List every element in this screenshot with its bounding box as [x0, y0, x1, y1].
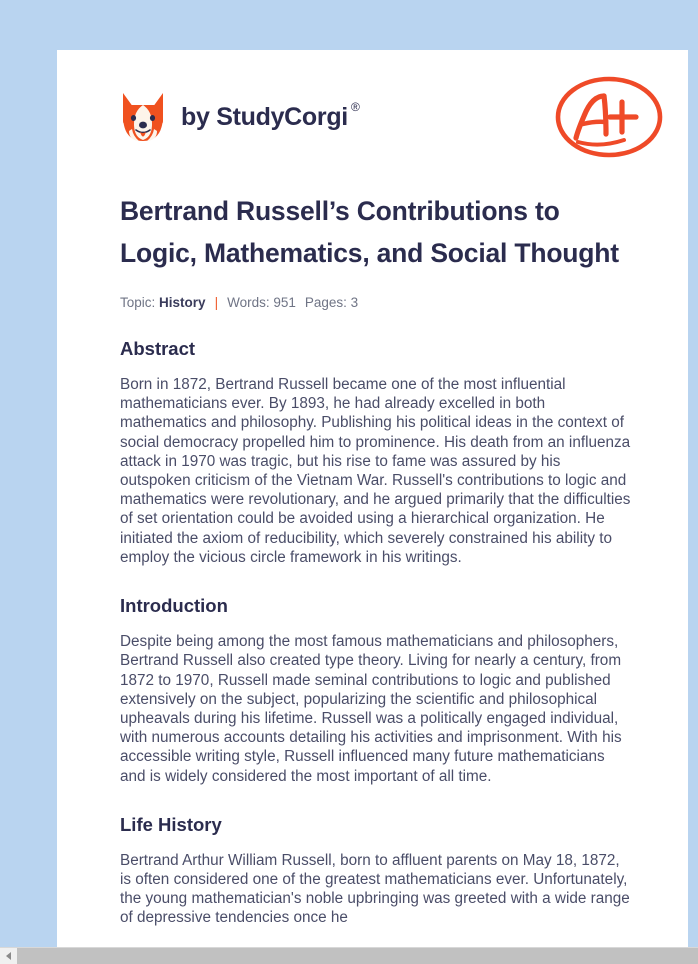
- topic-label: Topic:: [120, 295, 156, 310]
- scroll-left-button[interactable]: [0, 948, 17, 964]
- section-heading-abstract: Abstract: [120, 338, 196, 359]
- page-title: Bertrand Russell’s Contributions to Logic, Mathematics, and Social Thought: [120, 196, 619, 268]
- horizontal-scrollbar[interactable]: [0, 947, 698, 964]
- section-body-introduction: Despite being among the most famous mathematicians and philosophers, Bertrand Russell also created type theory. Living for nearly a century, from 1872 to 1970, Russell made seminal contributions to logic and published extensively on the subject, popularizing the scientific and philosophical upheavals during his lifetime. Russell was a politically engaged individual, with numerous accounts detailing his activities and imprisonment. With his accessible writing style, Russell influenced many future mathematicians and is widely considered the most important of all time.: [120, 633, 622, 785]
- chevron-left-icon: [6, 952, 11, 960]
- brand-text-label: by StudyCorgi: [181, 102, 348, 131]
- studycorgi-brand[interactable]: [120, 91, 360, 143]
- corgi-face-icon: [120, 91, 166, 143]
- scrollbar-track[interactable]: [17, 948, 698, 964]
- section-heading-introduction: Introduction: [120, 595, 228, 617]
- section-body-abstract: Born in 1872, Bertrand Russell became one of the most influential mathematicians ever. By 1893, he had already excelled in both mathematics and philosophy. Publishing his political ideas in the context of social democracy propelled him to prominence. His death from an influenza attack in 1970 was tragic, but his rise to fame was assured by his outspoken criticism of the Vietnam War. Russell's contributions to logic and mathematics were revolutionary, and he argued primarily that the difficulties of set orientation could be avoided using a hierarchical organization. He initiated the axiom of reducibility, which severely constrained his ability to employ the vicious circle framework in his writings.: [120, 376, 631, 566]
- meta-separator: |: [214, 295, 219, 310]
- topic-value-link[interactable]: History: [159, 295, 206, 310]
- document-header: [57, 50, 688, 162]
- brand-wordmark: [181, 99, 360, 131]
- a-plus-badge-icon: [552, 72, 666, 162]
- section-body-life-history: Bertrand Arthur William Russell, born to affluent parents on May 18, 1872, is often considered one of the greatest mathematicians ever. Unfortunately, the young mathematician's noble upbringing was greeted with a wide range of depressive tendencies once he: [120, 851, 630, 927]
- article-meta: [120, 295, 633, 310]
- scrollbar-thumb[interactable]: [17, 948, 698, 964]
- page-count: Pages: 3: [304, 295, 359, 310]
- document-sheet: [57, 50, 688, 950]
- registered-trademark-icon: ®: [350, 99, 360, 114]
- article-content: [57, 190, 688, 928]
- word-count: Words: 951: [227, 295, 296, 310]
- section-heading-life-history: Life History: [120, 813, 222, 835]
